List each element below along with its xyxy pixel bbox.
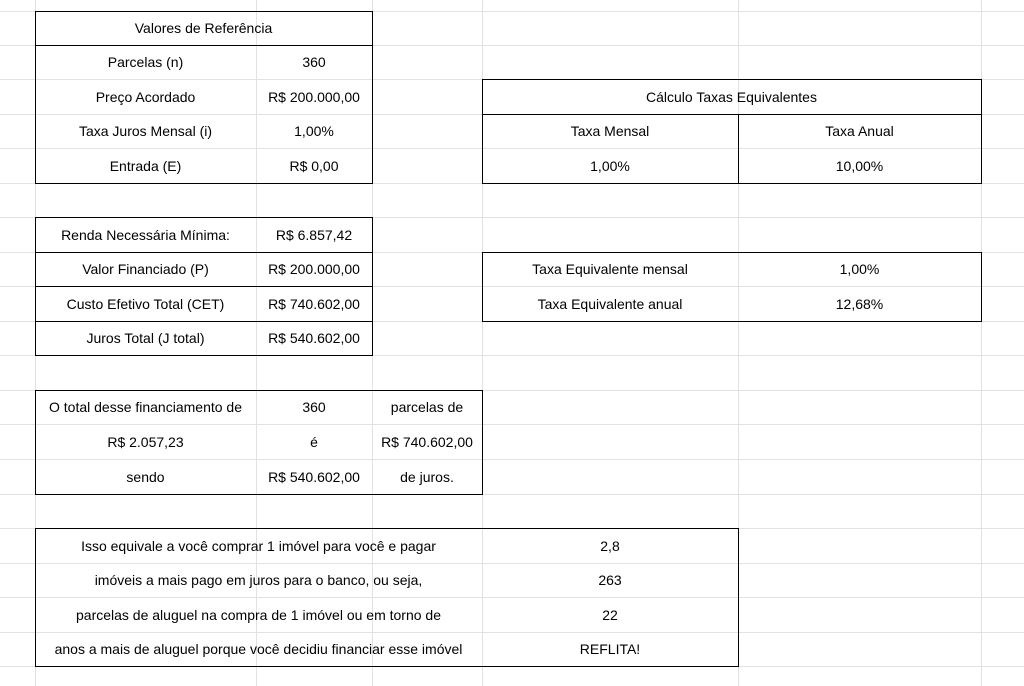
res-value-financiado[interactable]: R$ 200.000,00 bbox=[268, 261, 360, 277]
ref-value-entrada[interactable]: R$ 0,00 bbox=[289, 157, 339, 174]
res-value-renda[interactable]: R$ 6.857,42 bbox=[275, 226, 353, 243]
reflexao-value-1[interactable]: 2,8 bbox=[600, 537, 620, 554]
ref-label-taxa[interactable]: Taxa Juros Mensal (i) bbox=[78, 123, 213, 139]
res-label-cet[interactable]: Custo Efetivo Total (CET) bbox=[66, 295, 225, 312]
resumo-r3-b[interactable]: R$ 540.602,00 bbox=[268, 468, 360, 485]
eq-value-anual[interactable]: 12,68% bbox=[835, 295, 884, 312]
ref-title[interactable]: Valores de Referência bbox=[134, 20, 273, 36]
eq-value-mensal[interactable]: 1,00% bbox=[839, 261, 880, 277]
resumo-r3-a[interactable]: sendo bbox=[126, 468, 165, 485]
reflexao-text-1[interactable]: Isso equivale a você comprar 1 imóvel para você e pagar bbox=[81, 537, 436, 554]
resumo-r1-b[interactable]: 360 bbox=[302, 399, 326, 415]
ref-label-entrada[interactable]: Entrada (E) bbox=[109, 157, 182, 174]
resumo-r3-c[interactable]: de juros. bbox=[400, 468, 454, 485]
resumo-r1-c[interactable]: parcelas de bbox=[390, 399, 464, 415]
eq-label-mensal[interactable]: Taxa Equivalente mensal bbox=[532, 261, 688, 277]
taxas-header-mensal[interactable]: Taxa Mensal bbox=[570, 123, 650, 139]
ref-value-taxa[interactable]: 1,00% bbox=[294, 123, 334, 139]
ref-value-preco[interactable]: R$ 200.000,00 bbox=[268, 88, 360, 105]
taxas-value-mensal[interactable]: 1,00% bbox=[590, 157, 630, 174]
taxas-header-anual[interactable]: Taxa Anual bbox=[825, 123, 894, 139]
eq-label-anual[interactable]: Taxa Equivalente anual bbox=[537, 295, 683, 312]
res-value-juros[interactable]: R$ 540.602,00 bbox=[268, 330, 360, 346]
ref-value-parcelas[interactable]: 360 bbox=[302, 54, 326, 70]
reflexao-text-2[interactable]: imóveis a mais pago em juros para o banco, ou seja, bbox=[94, 572, 423, 588]
resumo-r1-a[interactable]: O total desse financiamento de bbox=[48, 399, 242, 415]
reflexao-text-3[interactable]: parcelas de aluguel na compra de 1 imóvel ou em torno de bbox=[76, 606, 441, 623]
reflexao-text-4[interactable]: anos a mais de aluguel porque você decidiu financiar esse imóvel bbox=[54, 641, 463, 657]
ref-label-parcelas[interactable]: Parcelas (n) bbox=[107, 54, 184, 70]
res-value-cet[interactable]: R$ 740.602,00 bbox=[268, 295, 360, 312]
ref-label-preco[interactable]: Preço Acordado bbox=[95, 88, 196, 105]
reflexao-value-3[interactable]: 22 bbox=[602, 606, 618, 623]
resumo-r2-c[interactable]: R$ 740.602,00 bbox=[381, 433, 473, 450]
taxas-title[interactable]: Cálculo Taxas Equivalentes bbox=[646, 88, 817, 105]
res-label-financiado[interactable]: Valor Financiado (P) bbox=[82, 261, 209, 277]
resumo-r2-b[interactable]: é bbox=[310, 433, 318, 450]
res-label-juros[interactable]: Juros Total (J total) bbox=[86, 330, 205, 346]
reflexao-value-2[interactable]: 263 bbox=[598, 572, 622, 588]
res-label-renda[interactable]: Renda Necessária Mínima: bbox=[61, 226, 230, 243]
resumo-r2-a[interactable]: R$ 2.057,23 bbox=[107, 433, 184, 450]
taxas-value-anual[interactable]: 10,00% bbox=[835, 157, 884, 174]
reflexao-value-4[interactable]: REFLITA! bbox=[579, 641, 641, 657]
